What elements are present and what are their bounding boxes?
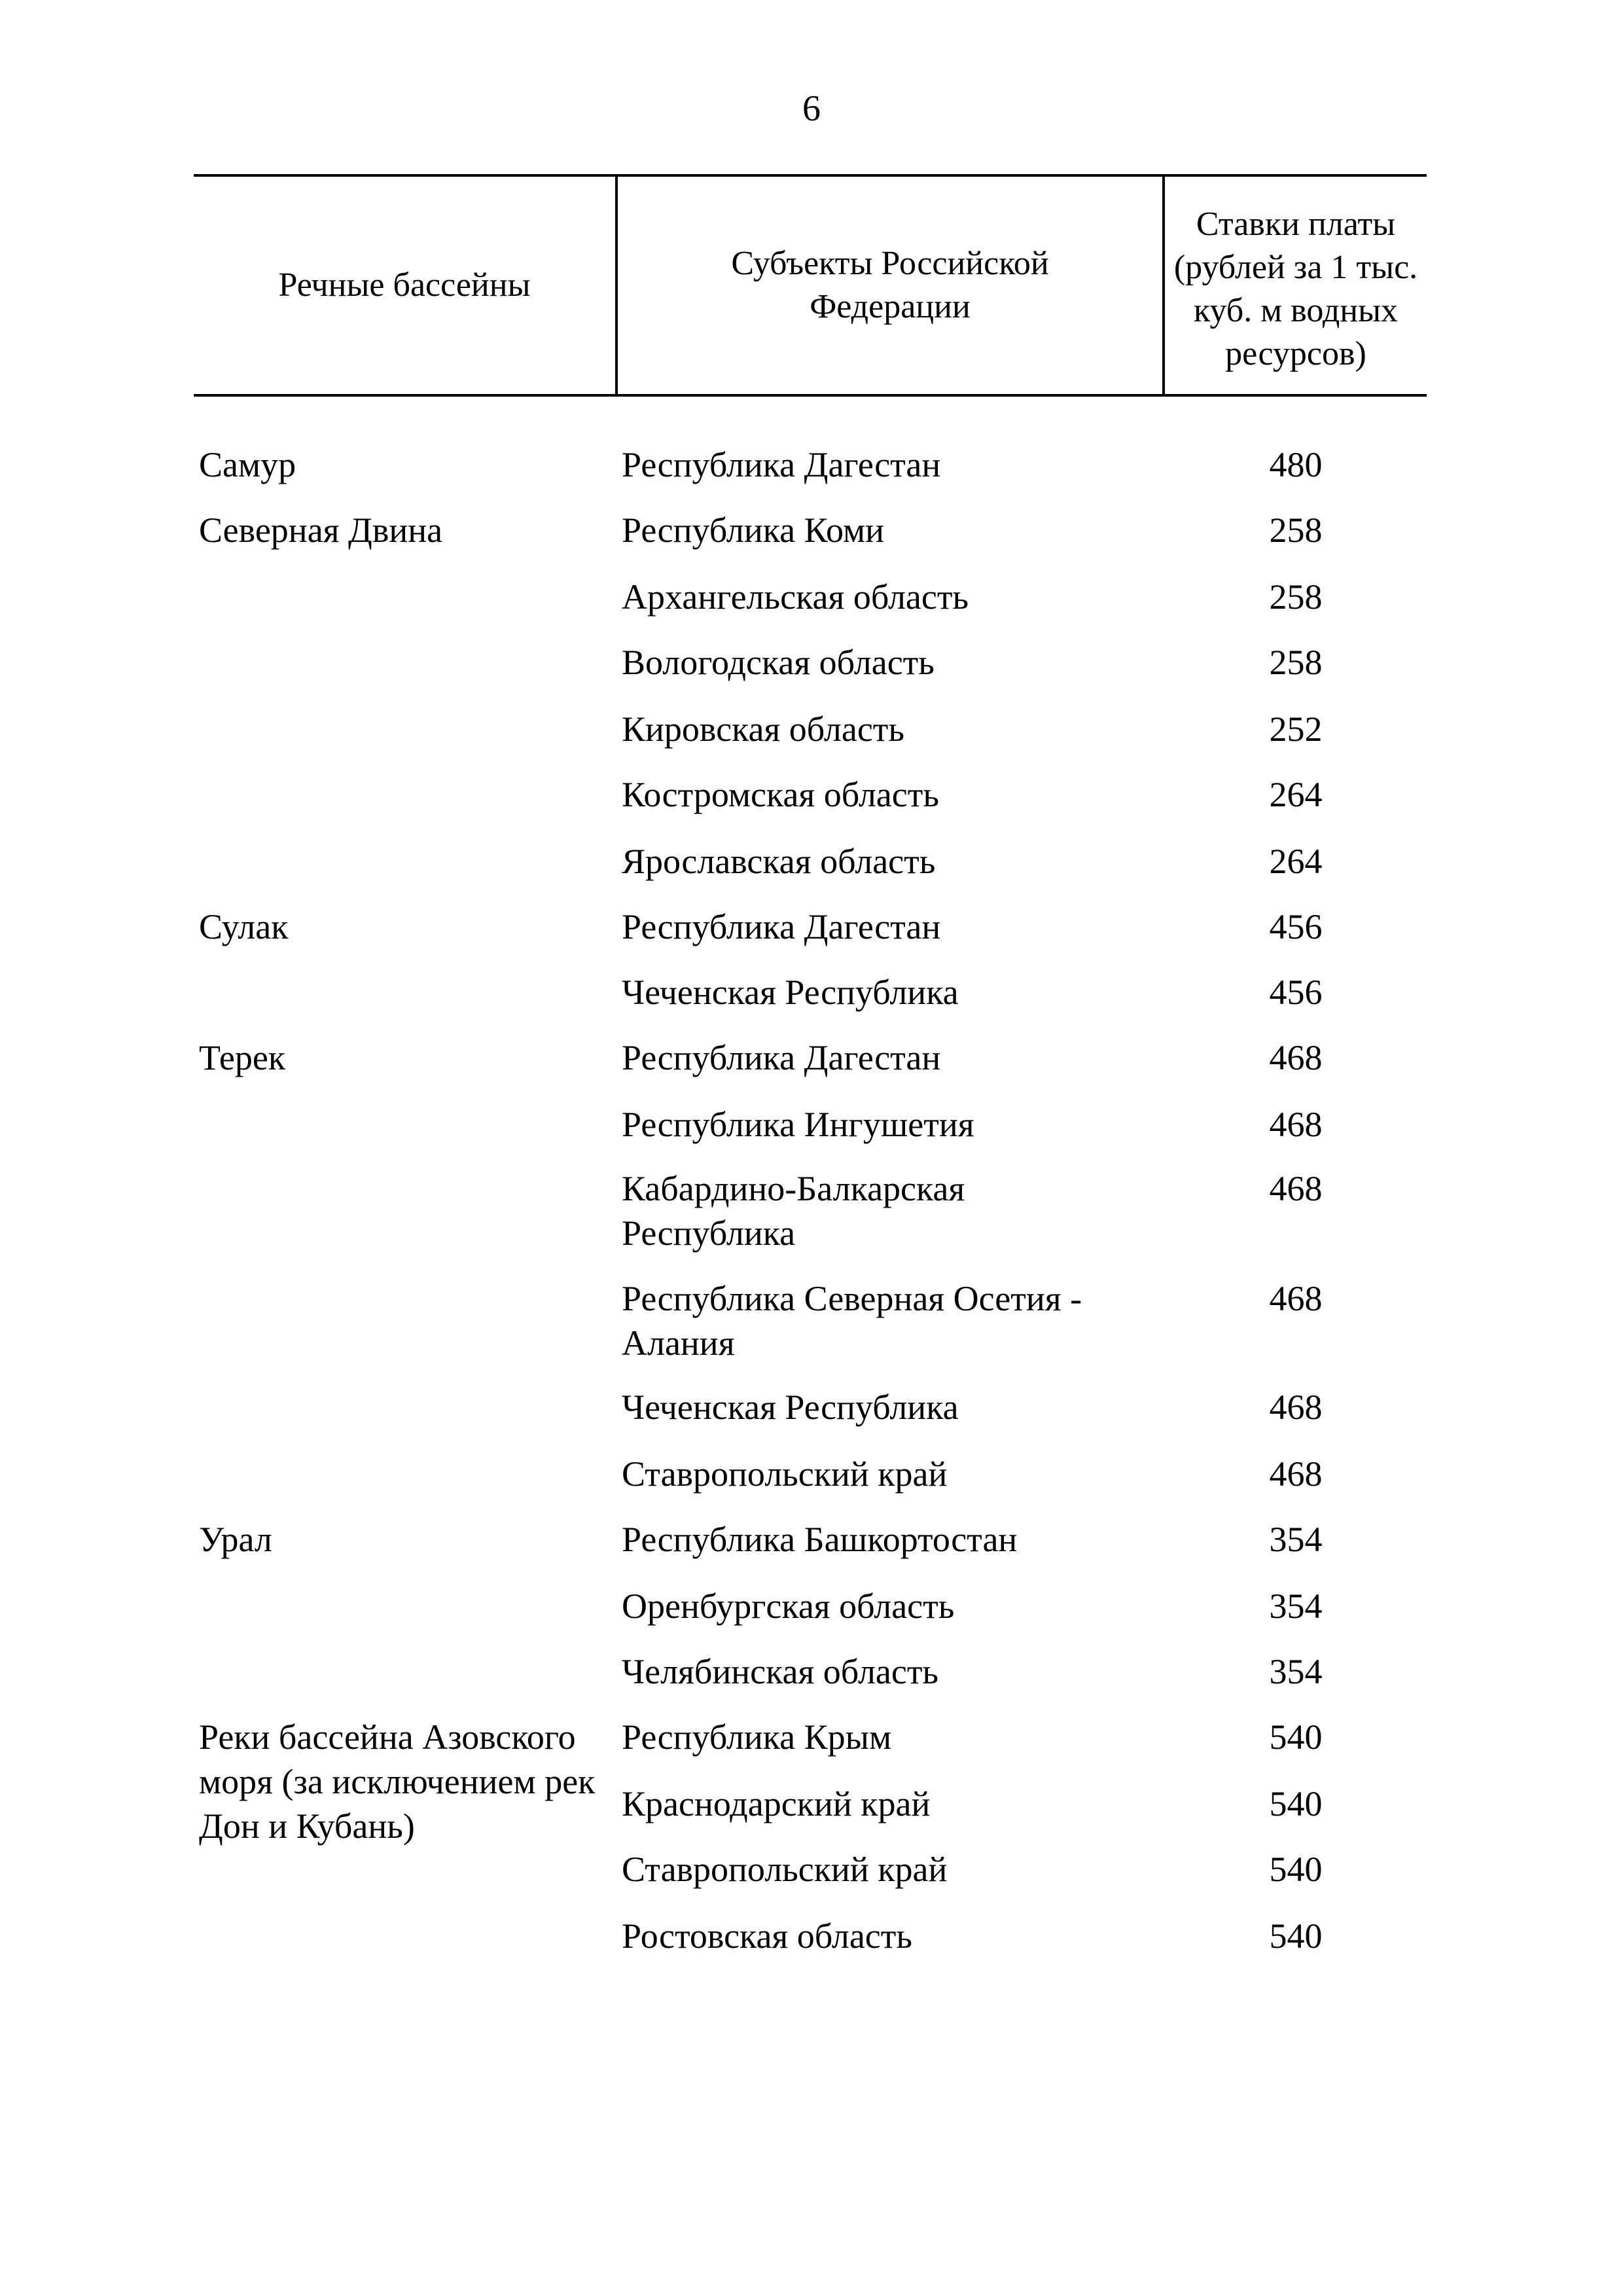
subject-cell: Ярославская область: [622, 842, 936, 881]
subject-cell: Чеченская Республика: [622, 973, 959, 1012]
basin-terek: Терек: [199, 1038, 286, 1077]
subject-cell: Республика Башкортостан: [622, 1520, 1018, 1559]
page-number: 6: [802, 88, 821, 129]
subject-cell: Республика Северная Осетия - Алания: [622, 1279, 1082, 1363]
subject-cell: Республика Коми: [622, 511, 885, 550]
header-subject: [615, 177, 1162, 394]
subject-cell: Кабардино-Балкарская Республика: [622, 1169, 965, 1253]
rate-cell: 264: [1269, 775, 1323, 814]
subject-cell: Вологодская область: [622, 643, 935, 682]
rate-cell: 468: [1269, 1388, 1323, 1427]
subject-cell: Оренбургская область: [622, 1587, 955, 1626]
subject-cell: Челябинская область: [622, 1652, 939, 1691]
subject-cell: Кировская область: [622, 709, 905, 749]
subject-cell: Архангельская область: [622, 577, 969, 617]
rate-cell: 540: [1269, 1850, 1323, 1889]
rate-cell: 468: [1269, 1454, 1323, 1494]
rate-cell: 252: [1269, 709, 1323, 749]
rate-cell: 456: [1269, 973, 1323, 1012]
rate-cell: 468: [1269, 1038, 1323, 1077]
rate-cell: 456: [1269, 907, 1323, 946]
rate-cell: 468: [1269, 1279, 1323, 1318]
rate-cell: 468: [1269, 1105, 1323, 1144]
basin-severnaya-dvina: Северная Двина: [199, 511, 443, 550]
subject-cell: Ростовская область: [622, 1916, 912, 1956]
basin-sulak: Сулак: [199, 907, 289, 946]
header-rate: [1162, 177, 1427, 394]
rate-cell: 264: [1269, 842, 1323, 881]
header-rate-label: Ставки платы (рублей за 1 тыс. куб. м водных ресурсов): [1173, 206, 1418, 372]
subject-cell: Республика Дагестан: [622, 907, 941, 946]
basin-samur: Самур: [199, 445, 296, 484]
header-basin: [194, 177, 615, 394]
basin-ural: Урал: [199, 1520, 272, 1559]
subject-cell: Краснодарский край: [622, 1784, 931, 1823]
rate-cell: 540: [1269, 1784, 1323, 1823]
rate-cell: 468: [1269, 1169, 1323, 1208]
rate-cell: 354: [1269, 1652, 1323, 1691]
subject-cell: Республика Дагестан: [622, 1038, 941, 1077]
rate-cell: 258: [1269, 643, 1323, 682]
table-header: [194, 174, 1427, 397]
subject-cell: Ставропольский край: [622, 1850, 948, 1889]
subject-cell: Ставропольский край: [622, 1454, 948, 1494]
subject-cell: Республика Дагестан: [622, 445, 941, 484]
subject-cell: Республика Крым: [622, 1717, 892, 1757]
rate-cell: 354: [1269, 1587, 1323, 1626]
header-subject-label: Субъекты Российской Федерации: [731, 245, 1049, 325]
rate-cell: 258: [1269, 577, 1323, 617]
rate-cell: 480: [1269, 445, 1323, 484]
rate-cell: 540: [1269, 1717, 1323, 1757]
basin-azov: Реки бассейна Азовского моря (за исключением рек Дон и Кубань): [199, 1717, 596, 1846]
subject-cell: Костромская область: [622, 775, 939, 814]
header-basin-label: Речные бассейны: [278, 266, 531, 304]
subject-cell: Республика Ингушетия: [622, 1105, 974, 1144]
rate-cell: 354: [1269, 1520, 1323, 1559]
rate-cell: 258: [1269, 511, 1323, 550]
subject-cell: Чеченская Республика: [622, 1388, 959, 1427]
rate-cell: 540: [1269, 1916, 1323, 1956]
